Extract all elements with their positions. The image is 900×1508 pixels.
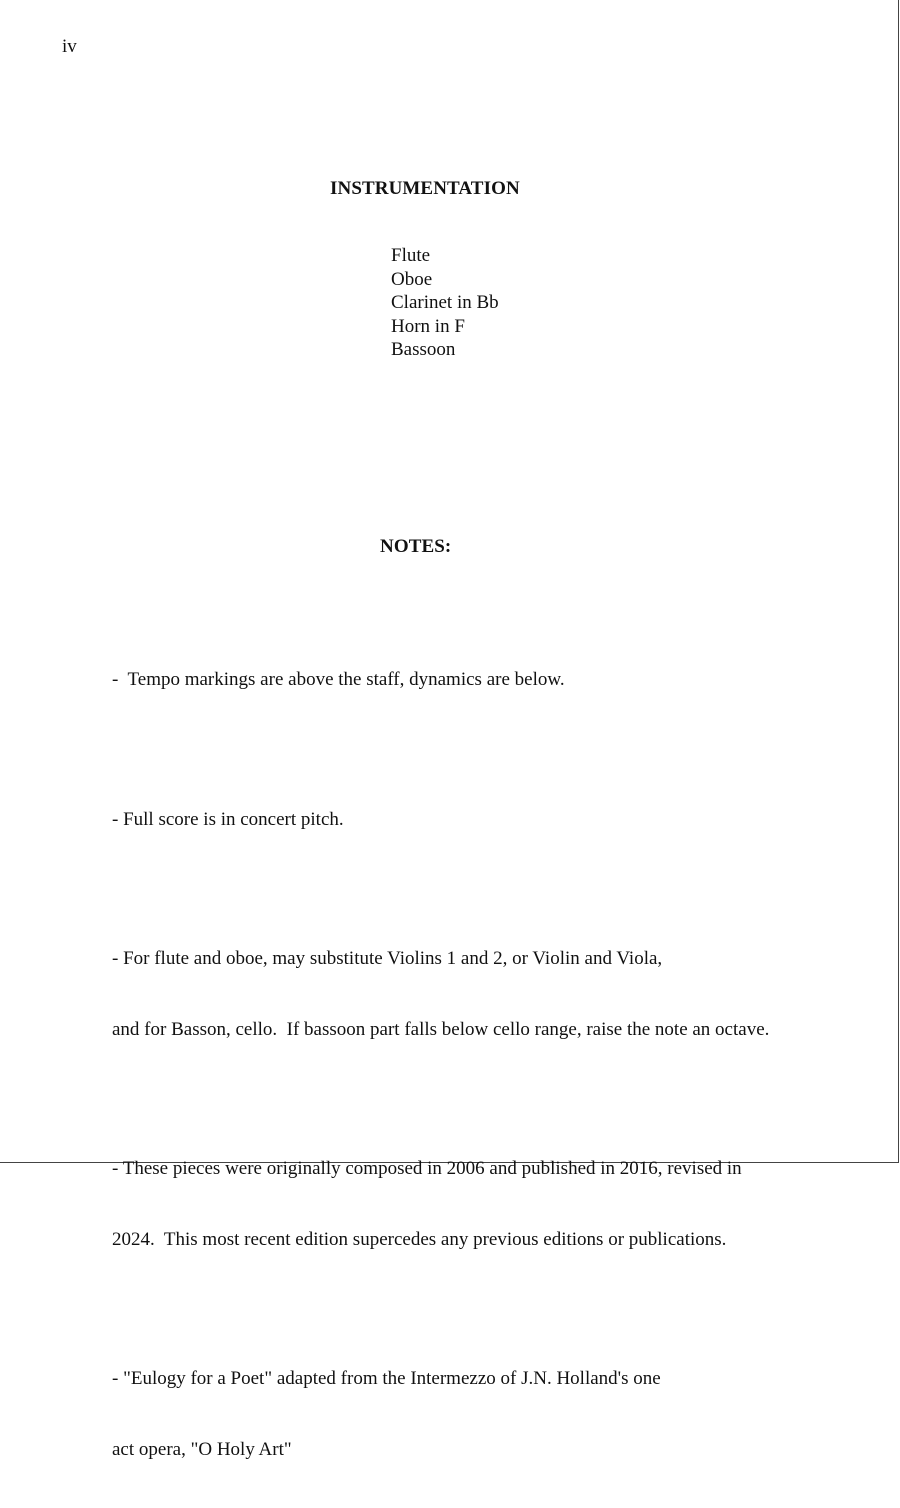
- instrument-item: Oboe: [391, 268, 433, 290]
- note-concert-pitch: [112, 761, 872, 879]
- note-line: and for Basson, cello. If bassoon part falls below cello range, raise the note an octave.: [112, 1018, 770, 1040]
- note-line: - For flute and oboe, may substitute Violins 1 and 2, or Violin and Viola,: [112, 948, 663, 969]
- instrumentation-heading: INSTRUMENTATION: [330, 178, 520, 199]
- note-line: 2024. This most recent edition supercedes any previous editions or publications.: [112, 1228, 727, 1250]
- note-line: - These pieces were originally composed in 2006 and published in 2016, revised in: [112, 1158, 742, 1179]
- note-composition-history: [112, 1110, 872, 1298]
- note-substitutions: [112, 900, 872, 1088]
- instrument-item: Horn in F: [391, 315, 465, 337]
- note-line: - Full score is in concert pitch.: [112, 808, 344, 830]
- note-tempo-markings: [112, 621, 872, 739]
- instrument-item: Flute: [391, 245, 431, 266]
- note-eulogy-source: [112, 1320, 872, 1508]
- note-line: - "Eulogy for a Poet" adapted from the Intermezzo of J.N. Holland's one: [112, 1368, 661, 1389]
- note-line: - Tempo markings are above the staff, dynamics are below.: [112, 669, 565, 690]
- notes-list: [112, 621, 872, 1508]
- page-number: iv: [62, 36, 77, 57]
- instrument-item: Clarinet in Bb: [391, 292, 499, 313]
- instrument-item: Bassoon: [391, 339, 456, 360]
- note-line: act opera, "O Holy Art": [112, 1438, 292, 1460]
- instrument-list: [391, 244, 499, 362]
- notes-heading: NOTES:: [380, 536, 452, 557]
